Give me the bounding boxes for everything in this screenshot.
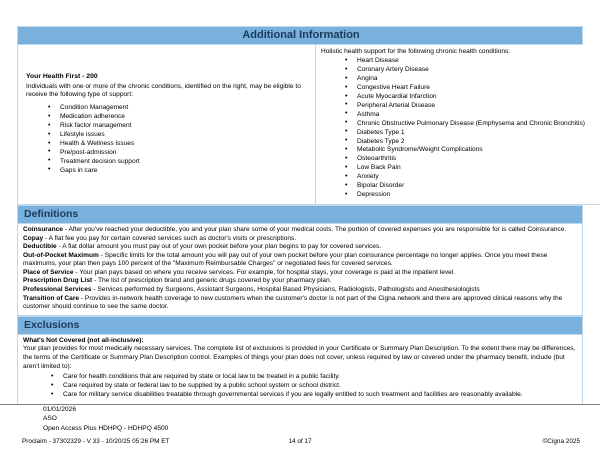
list-item: • Peripheral Arterial Disease — [357, 102, 600, 110]
definition-text: - Provides in-network health coverage to new customers when the customer's doctor is not part of the Cigna network and there are approved clinical reasons why the customer should continue to see the same doctor. — [23, 294, 563, 311]
chronic-conditions-list — [321, 57, 600, 199]
definition-entry — [23, 277, 577, 286]
section-header-definitions: Definitions — [17, 205, 583, 224]
definition-text: - After you've reached your deductible, you and your plan share some of your medical costs. The portion of covered expenses you are responsible for is called Coinsurance. — [62, 225, 567, 233]
list-item: • Asthma — [357, 111, 600, 119]
definition-term: Out-of-Pocket Maximum — [23, 251, 99, 259]
chronic-conditions-intro: Holistic health support for the following chronic health conditions: — [321, 48, 511, 55]
definition-text: - Specific limits for the total amount you will pay out of your own pocket before your plan coinsurance percentage no longer applies. Once you meet these maximums, your plan then pays 100 percent of the "Maximum Reimbursable Charges" or negotiated fees for covered services. — [23, 251, 548, 268]
definition-text: - A flat fee you pay for certain covered services such as doctor's visits or prescriptions. — [43, 234, 297, 242]
list-item: • Low Back Pain — [357, 164, 600, 172]
definition-term: Coinsurance — [23, 225, 63, 233]
definition-entry — [23, 286, 577, 295]
page-number: 14 of 17 — [288, 438, 312, 445]
definition-entry — [23, 243, 577, 252]
list-item: • Diabetes Type 2 — [357, 138, 600, 146]
list-item: • Gaps in care — [60, 167, 309, 175]
program-description: Individuals with one or more of the chronic conditions, identified on the right, may be eligible to receive the following type of support: — [26, 82, 301, 99]
section-header-additional-information: Additional Information — [17, 26, 583, 45]
definition-text: - A flat dollar amount you must pay out of your own pocket before your plan begins to pay for covered services. — [56, 243, 382, 251]
list-item: • Depression — [357, 191, 600, 199]
definition-text: - Your plan pays based on where you receive services. For example, for hospital stays, your coverage is paid at the inpatient level. — [73, 268, 456, 276]
definition-text: - Services performed by Surgeons, Assistant Surgeons, Hospital Based Physicians, Radiologists, Pathologists and Anesthesiologists — [91, 286, 480, 294]
section-header-exclusions: Exclusions — [17, 316, 583, 335]
definition-term: Professional Services — [23, 286, 92, 294]
list-item: • Health & Wellness issues — [60, 140, 309, 148]
list-item: • Pre/post-admission — [60, 149, 309, 157]
definition-entry — [23, 252, 577, 269]
list-item: • Care for military service disabilities treatable through governmental services if you are legally entitled to such treatment and facilities are reasonably available. — [63, 391, 577, 400]
exclusions-subtitle: What's Not Covered (not all-inclusive): — [23, 336, 144, 344]
list-item: • Diabetes Type 1 — [357, 129, 600, 137]
plan-name: Open Access Plus HDHPQ - HDHPQ 4500 — [43, 424, 169, 432]
list-item: • Anxiety — [357, 173, 600, 181]
list-item: • Lifestyle issues — [60, 131, 309, 139]
definition-term: Place of Service — [23, 268, 74, 276]
list-item: • Metabolic Syndrome/Weight Complications — [357, 146, 600, 154]
additional-information-left-cell — [18, 45, 316, 204]
table-row — [18, 45, 600, 204]
list-item: • Condition Management — [60, 104, 309, 112]
definition-term: Prescription Drug List — [23, 277, 93, 285]
effective-date: 01/01/2026 — [43, 406, 77, 413]
list-item: • Bipolar Disorder — [357, 182, 600, 190]
definition-entry — [23, 226, 577, 235]
program-title: Your Health First - 200 — [26, 73, 98, 81]
definition-text: - The list of prescription brand and generic drugs covered by your pharmacy plan. — [92, 277, 332, 285]
definition-entry — [23, 235, 577, 244]
list-item: • Treatment decision support — [60, 158, 309, 166]
additional-information-table — [17, 45, 600, 205]
list-item: • Heart Disease — [357, 57, 600, 65]
footer-line — [0, 438, 600, 450]
list-item: • Coronary Artery Disease — [357, 66, 600, 74]
funding-type: ASO — [43, 415, 57, 423]
exclusions-list — [23, 373, 577, 400]
definition-entry — [23, 269, 577, 278]
additional-information-right-cell — [316, 45, 600, 204]
list-item: • Congestive Heart Failure — [357, 84, 600, 92]
list-item: • Acute Myocardial Infarction — [357, 93, 600, 101]
exclusions-body — [17, 335, 583, 405]
definition-term: Transition of Care — [23, 294, 80, 302]
list-item: • Angina — [357, 75, 600, 83]
definition-term: Copay — [23, 234, 44, 242]
list-item: • Care for health conditions that are required by state or local law to be treated in a public facility. — [63, 373, 577, 382]
list-item: • Medication adherence — [60, 113, 309, 121]
list-item: • Risk factor management — [60, 122, 309, 130]
list-item: • Chronic Obstructive Pulmonary Disease (Emphysema and Chronic Bronchitis) — [357, 120, 600, 128]
footer-plan-meta — [43, 405, 168, 433]
copyright-notice: ©Cigna 2025 — [542, 438, 580, 445]
support-types-list — [26, 104, 309, 175]
definitions-body — [17, 224, 583, 316]
definition-entry — [23, 295, 577, 312]
list-item: • Care required by state or federal law to be supplied by a public school system or school district. — [63, 382, 577, 391]
definition-term: Deductible — [23, 243, 57, 251]
document-id: Proclaim - 37302329 - V 33 - 10/20/25 05:26 PM ET — [22, 438, 170, 445]
list-item: • Osteoarthritis — [357, 155, 600, 163]
exclusions-intro: Your plan provides for most medically necessary services. The complete list of exclusions is provided in your Certificate or Summary Plan Description. To the extent there may be differences, the terms of the Certificate or Summary Plan Description control. Examples of things your plan does not cover, unless required by law or covered under the pharmacy benefit, include (but aren't limited to): — [23, 345, 576, 370]
